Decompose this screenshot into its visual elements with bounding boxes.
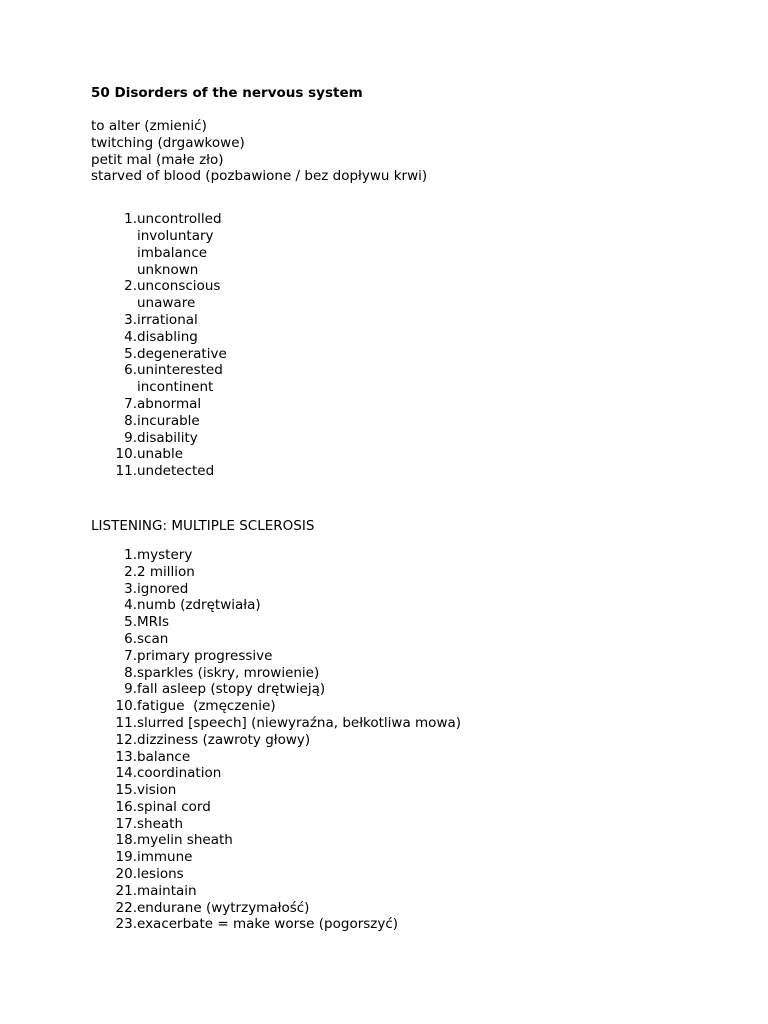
list-item-number: 10.	[115, 698, 137, 715]
list-item-text: primary progressive	[137, 647, 273, 664]
list-item-number: 10.	[115, 446, 137, 463]
list-item	[91, 346, 731, 363]
vocab-line: twitching (drgawkowe)	[91, 134, 245, 151]
list-item-text: mystery	[137, 546, 193, 563]
list-item-text: exacerbate = make worse (pogorszyć)	[137, 916, 399, 933]
list-item	[91, 765, 731, 782]
list-item	[91, 312, 731, 329]
list-item	[91, 698, 731, 715]
list-item-text: lesions	[137, 866, 184, 883]
list-item	[91, 581, 731, 598]
list-item-text: unconscious	[137, 278, 221, 295]
list-item-continuation: incontinent	[137, 379, 214, 396]
list-item-text: dizziness (zawroty głowy)	[137, 731, 311, 748]
list-item	[91, 463, 731, 480]
list-item	[91, 211, 731, 228]
list-item	[91, 430, 731, 447]
list-item-number: 2.	[124, 563, 137, 580]
list-item	[91, 816, 731, 833]
list-item	[91, 782, 731, 799]
list-item	[91, 446, 731, 463]
list-item	[91, 278, 731, 295]
list-item-continuation: imbalance	[137, 244, 208, 261]
list-item-number: 18.	[115, 832, 137, 849]
list-item	[91, 849, 731, 866]
list-item	[91, 715, 731, 732]
list-item-text: incurable	[137, 412, 200, 429]
list-item-number: 23.	[115, 916, 137, 933]
list-item-text: 2 million	[137, 563, 195, 580]
list-item	[91, 597, 731, 614]
list-item	[91, 681, 731, 698]
list-item-text: fatigue (zmęczenie)	[137, 698, 276, 715]
list-item-number: 6.	[124, 362, 137, 379]
list-item	[91, 631, 731, 648]
vocabulary-block	[91, 118, 731, 185]
list-item-continuation: unknown	[137, 261, 199, 278]
list-item-text: myelin sheath	[137, 832, 233, 849]
list-item	[91, 883, 731, 900]
list-item-text: ignored	[137, 580, 189, 597]
list-item	[91, 564, 731, 581]
list-item-number: 1.	[124, 211, 137, 228]
list-item-number: 12.	[115, 731, 137, 748]
list-item-number: 3.	[124, 311, 137, 328]
list-item	[91, 648, 731, 665]
list-item-text: spinal cord	[137, 798, 211, 815]
list-item-text: maintain	[137, 882, 197, 899]
list-item	[91, 799, 731, 816]
list-item-number: 2.	[124, 278, 137, 295]
list-item-number: 9.	[124, 681, 137, 698]
list-item-text: numb (zdrętwiała)	[137, 597, 261, 614]
list-item-number: 1.	[124, 546, 137, 563]
list-item-text: uninterested	[137, 362, 223, 379]
list-item-text: degenerative	[137, 345, 227, 362]
list-item-text: uncontrolled	[137, 211, 222, 228]
list-item-text: disability	[137, 429, 198, 446]
list-item-number: 4.	[124, 328, 137, 345]
vocab-line: petit mal (małe zło)	[91, 151, 224, 168]
list-item-text: scan	[137, 630, 169, 647]
list-item-text: undetected	[137, 463, 215, 480]
numbered-list-2	[91, 547, 731, 933]
list-item	[91, 866, 731, 883]
section-heading-listening: LISTENING: MULTIPLE SCLEROSIS	[91, 517, 315, 534]
list-item	[91, 413, 731, 430]
list-item	[91, 916, 731, 933]
list-item-text: fall asleep (stopy drętwieją)	[137, 681, 326, 698]
list-item-number: 6.	[124, 630, 137, 647]
list-item-continuation: unaware	[137, 295, 196, 312]
list-item-number: 8.	[124, 412, 137, 429]
list-item	[91, 547, 731, 564]
list-item-text: immune	[137, 849, 193, 866]
list-item-number: 13.	[115, 748, 137, 765]
list-item-number: 16.	[115, 798, 137, 815]
list-item-text: endurane (wytrzymałość)	[137, 899, 310, 916]
list-item-number: 11.	[115, 463, 137, 480]
list-item-number: 14.	[115, 765, 137, 782]
list-item	[91, 732, 731, 749]
list-item-number: 9.	[124, 429, 137, 446]
list-item-number: 17.	[115, 815, 137, 832]
list-item	[91, 614, 731, 631]
list-item-number: 19.	[115, 849, 137, 866]
list-item-text: MRIs	[137, 614, 170, 631]
list-item-text: sheath	[137, 815, 184, 832]
numbered-list-1	[91, 211, 731, 480]
list-item-text: vision	[137, 782, 177, 799]
document-page	[91, 84, 731, 933]
vocab-line: starved of blood (pozbawione / bez dopływu krwi)	[91, 168, 428, 185]
list-item-number: 22.	[115, 899, 137, 916]
list-item-number: 7.	[124, 647, 137, 664]
vocab-line: to alter (zmienić)	[91, 118, 207, 134]
list-item-continuation: involuntary	[137, 227, 214, 244]
list-item-number: 11.	[115, 714, 137, 731]
list-item	[91, 665, 731, 682]
list-item-text: abnormal	[137, 395, 202, 412]
list-item-number: 5.	[124, 345, 137, 362]
list-item	[91, 900, 731, 917]
list-item	[91, 749, 731, 766]
list-item-text: balance	[137, 748, 191, 765]
document-title: 50 Disorders of the nervous system	[91, 85, 363, 101]
list-item	[91, 396, 731, 413]
list-item-text: irrational	[137, 311, 198, 328]
list-item-number: 15.	[115, 782, 137, 799]
list-item-text: coordination	[137, 765, 222, 782]
list-item-number: 4.	[124, 597, 137, 614]
list-item	[91, 362, 731, 379]
list-item	[91, 329, 731, 346]
list-item-text: disabling	[137, 328, 198, 345]
list-item	[91, 832, 731, 849]
list-item-text: slurred [speech] (niewyraźna, bełkotliwa mowa)	[137, 714, 462, 731]
list-item-number: 7.	[124, 395, 137, 412]
list-item-number: 8.	[124, 664, 137, 681]
list-item-number: 5.	[124, 614, 137, 631]
list-item-number: 20.	[115, 866, 137, 883]
list-item-number: 3.	[124, 580, 137, 597]
list-item-number: 21.	[115, 882, 137, 899]
list-item-text: sparkles (iskry, mrowienie)	[137, 664, 320, 681]
list-item-text: unable	[137, 446, 184, 463]
